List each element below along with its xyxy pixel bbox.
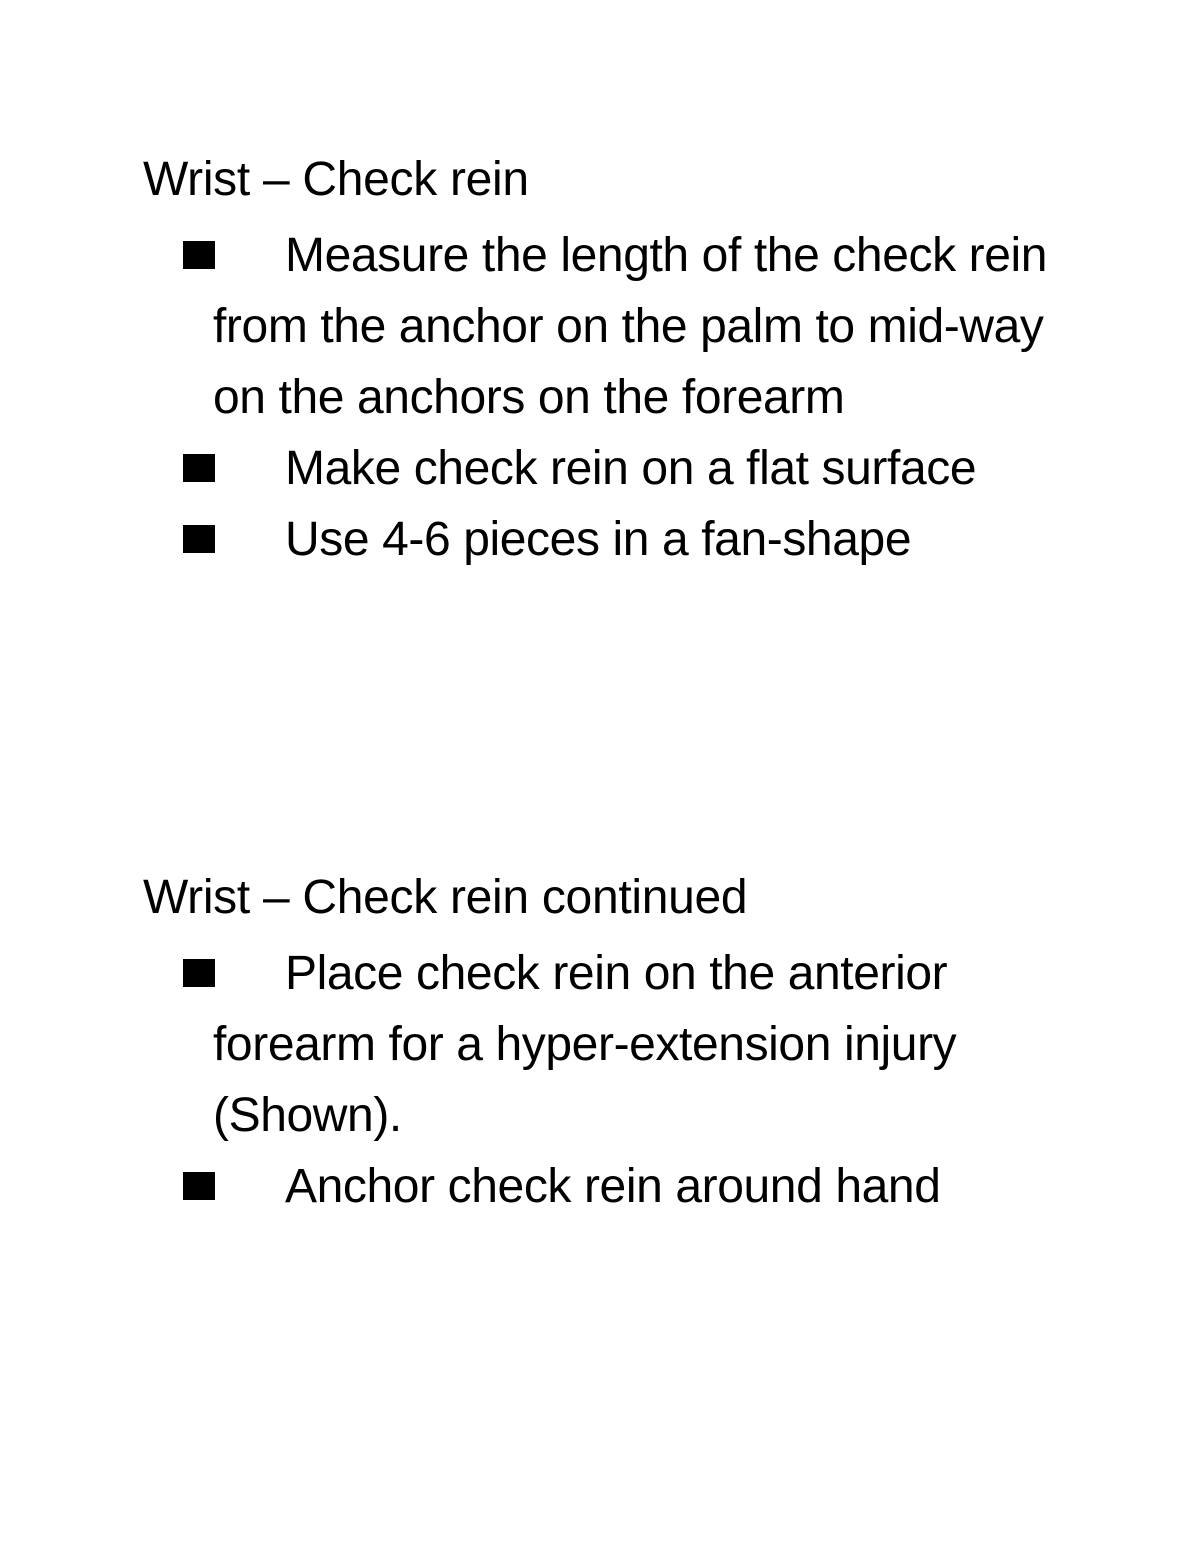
list-item <box>143 1151 1103 1222</box>
list-item <box>143 938 1103 1151</box>
section-check-rein <box>143 148 1103 575</box>
list-item-text: Anchor check rein around hand <box>285 1160 941 1213</box>
list-item <box>143 504 1103 575</box>
list-item-text: Measure the length of the check rein from the anchor on the palm to mid-way on the anchors on the forearm <box>213 229 1048 424</box>
list-item-text: Use 4-6 pieces in a fan-shape <box>285 513 912 566</box>
square-bullet-icon <box>183 959 215 987</box>
square-bullet-icon <box>183 1172 215 1200</box>
list-item <box>143 220 1103 433</box>
list-item-text: Place check rein on the anterior forearm for a hyper-extension injury (Shown). <box>213 947 957 1142</box>
section-check-rein-continued <box>143 866 1103 1222</box>
list-item <box>143 433 1103 504</box>
bullet-list <box>143 220 1103 575</box>
section-heading: Wrist – Check rein <box>143 153 529 206</box>
square-bullet-icon <box>183 525 215 553</box>
bullet-list <box>143 938 1103 1222</box>
square-bullet-icon <box>183 241 215 269</box>
section-heading: Wrist – Check rein continued <box>143 871 748 924</box>
square-bullet-icon <box>183 454 215 482</box>
list-item-text: Make check rein on a flat surface <box>285 442 977 495</box>
